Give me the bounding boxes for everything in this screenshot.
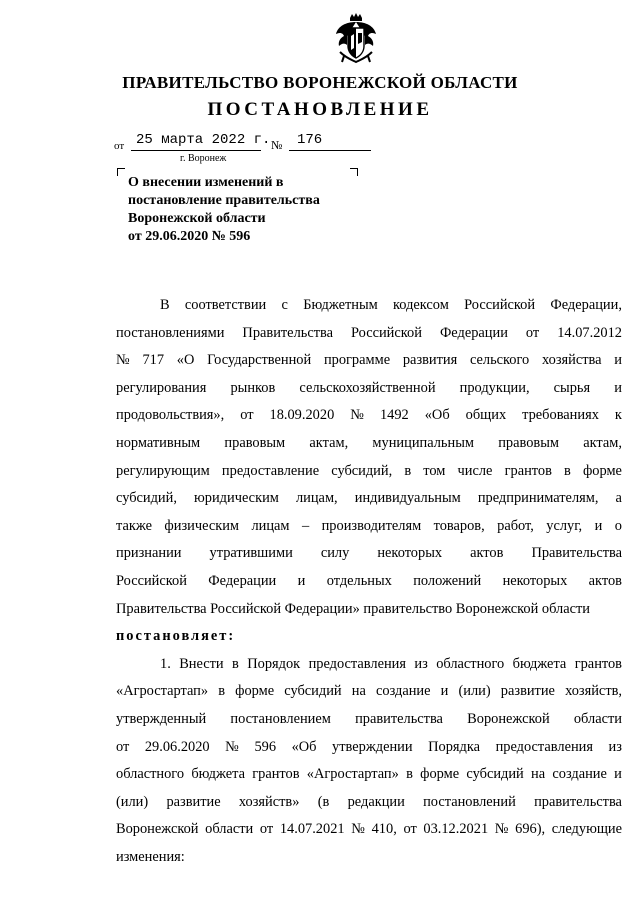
word: 29.06.2020 xyxy=(144,738,210,755)
word: бюджета xyxy=(512,655,567,672)
word: «Об xyxy=(291,738,317,755)
word: субсидий, xyxy=(116,490,177,507)
word: № xyxy=(494,821,509,838)
word: Государственной xyxy=(207,352,312,369)
word: области xyxy=(205,821,254,838)
word: рынков xyxy=(230,379,276,396)
word: Внести xyxy=(179,655,224,672)
word: 717 xyxy=(142,352,165,369)
word: № xyxy=(225,738,239,755)
word: из xyxy=(414,655,428,672)
subject-line: О внесении изменений в xyxy=(128,175,284,190)
word: индивидуальным xyxy=(354,490,461,507)
body-line xyxy=(116,402,622,430)
word: Правительства xyxy=(242,324,333,341)
word: с xyxy=(281,297,288,313)
word: к xyxy=(614,407,622,424)
word: утвержденный xyxy=(116,710,207,727)
word: регулирующим xyxy=(116,462,210,479)
date-prefix: от xyxy=(114,140,125,152)
word: услуг, xyxy=(546,517,583,534)
document-subject xyxy=(128,174,368,246)
word: утратившими xyxy=(209,545,293,562)
word: Российской xyxy=(351,324,422,341)
word: В xyxy=(160,297,170,313)
word: товаров, xyxy=(433,517,485,534)
word: отдельных xyxy=(326,572,392,589)
word: «Агростартап» xyxy=(116,683,209,700)
body-line xyxy=(116,347,622,375)
word: соответствии xyxy=(184,297,267,313)
word: субсидий xyxy=(284,683,342,700)
word: постановлением xyxy=(230,710,331,727)
word: продовольствия», xyxy=(116,407,225,424)
word: Федерации xyxy=(208,572,277,589)
word: предоставление xyxy=(221,462,320,479)
word: продукции, xyxy=(459,379,530,396)
word: 14.07.2021 xyxy=(279,821,345,838)
document-type: ПОСТАНОВЛЕНИЕ xyxy=(207,99,433,120)
word: и xyxy=(614,352,622,369)
word: предоставления xyxy=(495,738,593,755)
word: грантов xyxy=(252,766,300,783)
body-line xyxy=(116,375,622,403)
body-line xyxy=(116,789,622,817)
word: 14.07.2012 xyxy=(557,324,622,341)
paragraph-preamble xyxy=(116,292,622,596)
word: из xyxy=(608,738,622,755)
word: Порядка xyxy=(428,738,481,755)
word: постановлениями xyxy=(116,324,225,341)
word: форме xyxy=(582,462,622,479)
number-label: № xyxy=(271,138,283,152)
word: также xyxy=(116,517,152,534)
word: и xyxy=(594,517,603,534)
word: физическим xyxy=(164,517,240,534)
body-line xyxy=(116,292,622,320)
body-line xyxy=(116,320,622,348)
word: субсидий xyxy=(466,766,524,783)
word: 696), xyxy=(515,821,546,838)
word: – xyxy=(301,517,310,534)
word: лицам xyxy=(251,517,290,534)
word: и xyxy=(614,379,622,396)
word: правительства xyxy=(534,793,622,810)
subject-line: Воронежской области xyxy=(128,211,266,226)
word: создание xyxy=(552,766,607,783)
body-line xyxy=(116,485,622,513)
body-line xyxy=(116,706,622,734)
word: том xyxy=(423,462,446,479)
word: (или) xyxy=(458,683,491,700)
word: развитие xyxy=(166,793,221,810)
word: грантов xyxy=(504,462,552,479)
word: правительства xyxy=(355,710,443,727)
word: хозяйств» xyxy=(238,793,300,810)
word: форме xyxy=(235,683,275,700)
document-city: г. Воронеж xyxy=(180,153,227,164)
word: требованиях xyxy=(522,407,599,424)
word: грантов xyxy=(574,655,622,672)
word: развития xyxy=(402,352,458,369)
word: Федерации xyxy=(439,324,508,341)
subject-corner-left xyxy=(117,168,125,176)
word: предоставления xyxy=(308,655,406,672)
word: от xyxy=(116,738,130,755)
word: форме xyxy=(420,766,460,783)
coat-of-arms-icon xyxy=(334,12,378,66)
body-line xyxy=(116,458,622,486)
document-body xyxy=(116,292,622,871)
word: предпринимателям, xyxy=(477,490,599,507)
word: 03.12.2021 xyxy=(423,821,489,838)
word: признании xyxy=(116,545,182,562)
document-number: 176 xyxy=(297,132,323,148)
word: сельскохозяйственной xyxy=(299,379,436,396)
body-line xyxy=(116,568,622,596)
word: хозяйств, xyxy=(565,683,622,700)
word: общих xyxy=(465,407,507,424)
body-line xyxy=(116,734,622,762)
word: в xyxy=(404,462,412,479)
word: постановлений xyxy=(423,793,516,810)
word: некоторых xyxy=(502,572,568,589)
word: Порядок xyxy=(247,655,301,672)
word: актов xyxy=(470,545,504,562)
word: актам, xyxy=(309,434,349,451)
government-title: ПРАВИТЕЛЬСТВО ВОРОНЕЖСКОЙ ОБЛАСТИ xyxy=(122,73,518,92)
word: положений xyxy=(413,572,482,589)
paragraph-item-1 xyxy=(116,651,622,844)
word: некоторых xyxy=(377,545,443,562)
word: в xyxy=(218,683,225,700)
word: 1. xyxy=(160,655,171,672)
word: (в xyxy=(317,793,330,810)
word: 18.09.2020 xyxy=(269,407,335,424)
word: муниципальным xyxy=(372,434,474,451)
word: редакции xyxy=(347,793,405,810)
word: от xyxy=(240,407,254,424)
word: сельского xyxy=(469,352,530,369)
word: утверждении xyxy=(332,738,413,755)
word: актов xyxy=(588,572,622,589)
body-line: изменения: xyxy=(116,848,185,865)
word: «Агростартап» xyxy=(306,766,399,783)
word: числе xyxy=(457,462,493,479)
resolves-word: постановляет: xyxy=(116,628,236,645)
word: (или) xyxy=(116,793,149,810)
body-line xyxy=(116,651,622,679)
word: 410, xyxy=(371,821,397,838)
date-underline xyxy=(131,150,261,151)
body-line xyxy=(116,761,622,789)
body-line: Правительства Российской Федерации» правительство Воронежской области xyxy=(116,600,590,617)
word: № xyxy=(351,821,365,838)
word: областного xyxy=(436,655,505,672)
word: программе xyxy=(323,352,391,369)
word: а xyxy=(615,490,622,507)
word: «Об xyxy=(424,407,450,424)
word: работ, xyxy=(497,517,534,534)
word: юридическим xyxy=(194,490,279,507)
word: и xyxy=(297,572,306,589)
word: на xyxy=(351,683,366,700)
word: правовым xyxy=(498,434,559,451)
body-line xyxy=(116,513,622,541)
word: Бюджетным xyxy=(303,297,378,313)
word: создание xyxy=(375,683,431,700)
word: и xyxy=(440,683,449,700)
word: нормативным xyxy=(116,434,201,451)
word: хозяйства xyxy=(541,352,602,369)
word: актам, xyxy=(583,434,622,451)
body-line xyxy=(116,678,622,706)
word: в xyxy=(406,766,413,783)
word: субсидий, xyxy=(331,462,393,479)
document-meta xyxy=(114,132,374,172)
word: в xyxy=(232,655,239,672)
word: Российской xyxy=(116,572,187,589)
word: Федерации, xyxy=(550,297,622,313)
word: 1492 xyxy=(379,407,409,424)
subject-line: постановление правительства xyxy=(128,193,320,208)
word: № xyxy=(116,352,130,369)
word: сырья xyxy=(553,379,591,396)
word: силу xyxy=(320,545,350,562)
word: Российской xyxy=(464,297,536,313)
word: следующие xyxy=(551,821,622,838)
word: области xyxy=(573,710,622,727)
word: от xyxy=(403,821,417,838)
word: развитие xyxy=(500,683,555,700)
word: бюджета xyxy=(191,766,245,783)
document-date: 25 марта 2022 г. xyxy=(136,132,271,148)
word: на xyxy=(531,766,546,783)
word: в xyxy=(564,462,571,479)
body-line xyxy=(116,540,622,568)
word: о xyxy=(614,517,622,534)
number-underline xyxy=(289,150,371,151)
word: лицам, xyxy=(295,490,338,507)
word: регулирования xyxy=(116,379,207,396)
word: от xyxy=(525,324,540,341)
word: Воронежской xyxy=(116,821,199,838)
body-line xyxy=(116,430,622,458)
word: и xyxy=(614,766,622,783)
word: правовым xyxy=(224,434,286,451)
word: Правительства xyxy=(531,545,622,562)
word: кодексом xyxy=(393,297,449,313)
word: производителям xyxy=(321,517,422,534)
word: областного xyxy=(116,766,185,783)
subject-line: от 29.06.2020 № 596 xyxy=(128,229,251,244)
word: № xyxy=(350,407,364,424)
word: Воронежской xyxy=(467,710,550,727)
body-line xyxy=(116,816,622,844)
word: 596 xyxy=(254,738,277,755)
word: от xyxy=(259,821,274,838)
word: «О xyxy=(176,352,195,369)
